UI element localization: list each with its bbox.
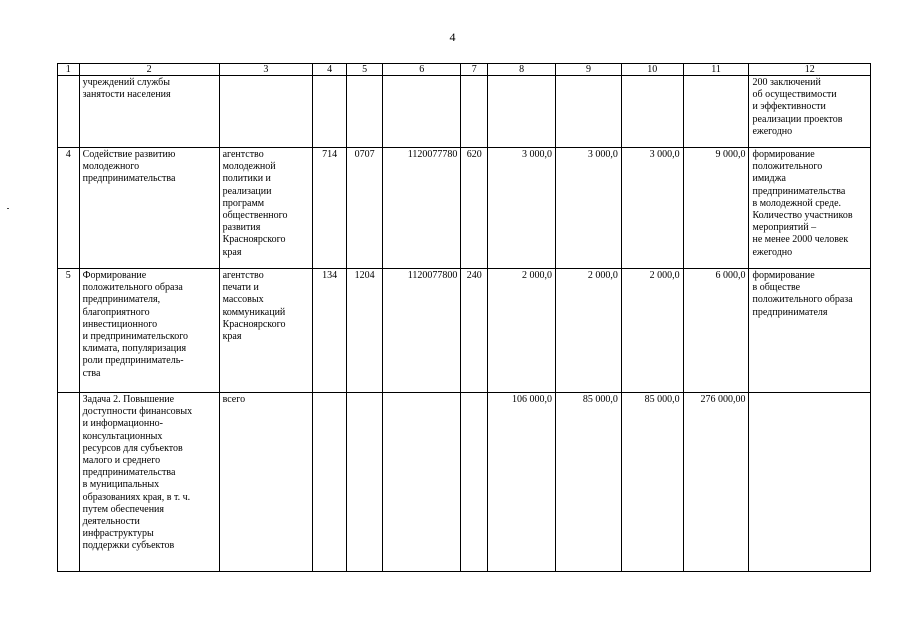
year1-amount [488,76,556,148]
activity-name: учреждений службы занятости населения [79,76,219,148]
grbs-code [313,393,347,572]
column-header: 6 [383,64,461,76]
row-number [58,393,80,572]
grbs-code: 134 [313,269,347,393]
column-header: 5 [347,64,383,76]
target-article-code [383,393,461,572]
column-number-row [58,64,871,76]
activity-name: Содействие развитию молодежного предпринимательства [79,148,219,269]
year3-amount: 85 000,0 [621,393,683,572]
executor: агентство молодежной политики и реализации программ общественного развития Красноярского края [219,148,313,269]
year1-amount: 106 000,0 [488,393,556,572]
table-row [58,148,871,269]
target-article-code [383,76,461,148]
expense-type-code [461,76,488,148]
column-header: 9 [556,64,622,76]
column-header: 12 [749,64,871,76]
expected-result: 200 заключений об осуществимости и эффективности реализации проектов ежегодно [749,76,871,148]
executor [219,76,313,148]
total-amount: 6 000,0 [683,269,749,393]
executor: агентство печати и массовых коммуникаций Красноярского края [219,269,313,393]
year2-amount: 3 000,0 [556,148,622,269]
grbs-code [313,76,347,148]
target-article-code: 1120077780 [383,148,461,269]
section-code [347,76,383,148]
row-number: 5 [58,269,80,393]
table-row [58,269,871,393]
column-header: 8 [488,64,556,76]
activity-name: Формирование положительного образа предпринимателя, благоприятного инвестиционного и предпринимательского климата, популяризация роли предприниматель- ства [79,269,219,393]
target-article-code: 1120077800 [383,269,461,393]
column-header: 2 [79,64,219,76]
year3-amount [621,76,683,148]
year2-amount: 85 000,0 [556,393,622,572]
expected-result: формирование в обществе положительного образа предпринимателя [749,269,871,393]
expected-result: формирование положительного имиджа предпринимательства в молодежной среде. Количество участников мероприятий – не менее 2000 человек ежегодно [749,148,871,269]
table-row [58,393,871,572]
total-amount: 276 000,00 [683,393,749,572]
column-header: 11 [683,64,749,76]
section-code: 0707 [347,148,383,269]
year3-amount: 3 000,0 [621,148,683,269]
scan-speck [7,208,9,209]
grbs-code: 714 [313,148,347,269]
column-header: 7 [461,64,488,76]
section-code: 1204 [347,269,383,393]
year3-amount: 2 000,0 [621,269,683,393]
executor: всего [219,393,313,572]
column-header: 3 [219,64,313,76]
section-code [347,393,383,572]
total-amount [683,76,749,148]
column-header: 4 [313,64,347,76]
expense-type-code: 620 [461,148,488,269]
year2-amount [556,76,622,148]
column-header: 1 [58,64,80,76]
year2-amount: 2 000,0 [556,269,622,393]
year1-amount: 3 000,0 [488,148,556,269]
row-number: 4 [58,148,80,269]
row-number [58,76,80,148]
activity-name: Задача 2. Повышение доступности финансовых и информационно- консультационных ресурсов для субъектов малого и среднего предпринимательства в муниципальных образованиях края, в т. ч. путем обеспечения деятельности инфраструктуры поддержки субъектов [79,393,219,572]
total-amount: 9 000,0 [683,148,749,269]
year1-amount: 2 000,0 [488,269,556,393]
expense-type-code [461,393,488,572]
program-activities-table [57,63,871,572]
expected-result [749,393,871,572]
expense-type-code: 240 [461,269,488,393]
table-row [58,76,871,148]
column-header: 10 [621,64,683,76]
page-number: 4 [449,30,456,44]
